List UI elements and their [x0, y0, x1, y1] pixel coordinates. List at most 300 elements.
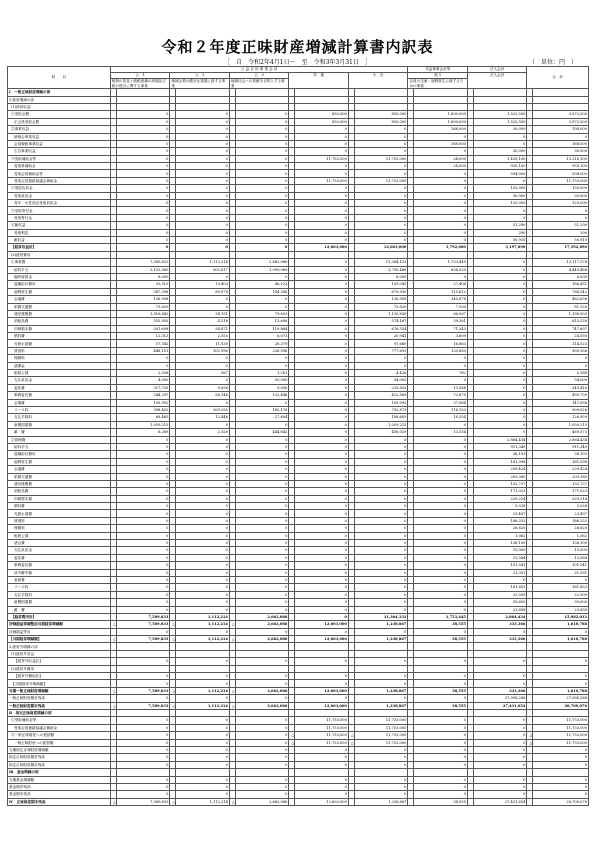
- table-row: [8, 340, 589, 347]
- table-row: [8, 118, 589, 125]
- amount-cell: [473, 650, 526, 657]
- amount-cell: 0: [176, 532, 229, 539]
- row-label: 退職給付費用: [8, 281, 111, 288]
- negative-mark: △: [229, 687, 235, 694]
- amount-cell: 0: [176, 576, 229, 583]
- table-row: [8, 155, 589, 162]
- amount-cell: 12,446: [176, 414, 229, 421]
- amount-cell: 0: [354, 192, 408, 199]
- amount-cell: 0: [235, 510, 288, 517]
- amount-cell: 24,000: [414, 155, 467, 162]
- table-row: [8, 724, 589, 731]
- amount-cell: 0: [414, 791, 467, 798]
- amount-cell: 0: [116, 133, 169, 140]
- amount-cell: 11,364,133: [354, 259, 408, 266]
- amount-cell: [414, 103, 467, 110]
- table-body: [8, 89, 589, 806]
- amount-cell: 0: [116, 495, 169, 502]
- amount-cell: 2,558: [116, 370, 169, 377]
- amount-cell: 30,000: [533, 148, 589, 155]
- amount-cell: 136,958: [354, 296, 408, 303]
- amount-cell: 0: [414, 717, 467, 724]
- amount-cell: 89,078: [176, 288, 229, 295]
- amount-cell: 1,112,214: [176, 621, 229, 628]
- negative-mark: △: [229, 798, 235, 805]
- amount-cell: 0: [235, 148, 288, 155]
- amount-cell: 161,853: [533, 584, 589, 591]
- amount-cell: 136,100: [533, 540, 589, 547]
- amount-cell: 18,354: [414, 414, 467, 421]
- amount-cell: 0: [176, 739, 229, 746]
- amount-cell: 0: [235, 562, 288, 569]
- amount-cell: 2,662,086: [235, 798, 288, 805]
- amount-cell: 0: [414, 517, 467, 524]
- amount-cell: 0: [176, 480, 229, 487]
- amount-cell: [235, 643, 288, 650]
- amount-cell: 0: [116, 628, 169, 635]
- row-label: 【当期経常増減額】: [8, 636, 111, 643]
- row-label: 評価損益等調整前当期経常増減額: [8, 621, 111, 628]
- amount-cell: [176, 710, 229, 717]
- currency-unit: （ 単位：円 ）: [528, 59, 577, 66]
- amount-cell: 0: [176, 680, 229, 687]
- amount-cell: 11,753,000: [533, 732, 589, 739]
- amount-cell: 0: [473, 310, 526, 317]
- amount-cell: 0: [295, 495, 348, 502]
- amount-cell: 0: [176, 776, 229, 783]
- amount-cell: 0: [176, 133, 229, 140]
- table-row: [8, 443, 589, 450]
- amount-cell: 0: [533, 133, 589, 140]
- amount-cell: 30,000: [533, 192, 589, 199]
- amount-cell: 2,555: [176, 333, 229, 340]
- amount-cell: 11,753,000: [533, 724, 589, 731]
- amount-cell: 0: [473, 776, 526, 783]
- amount-cell: 0: [473, 724, 526, 731]
- amount-cell: 0: [235, 739, 288, 746]
- row-label: 2.経常外増減の部: [8, 643, 111, 650]
- row-label: 通信運搬費: [8, 480, 111, 487]
- amount-cell: 0: [533, 761, 589, 768]
- amount-cell: 209,295: [176, 406, 229, 413]
- amount-cell: 0: [533, 207, 589, 214]
- amount-cell: 23,858: [473, 606, 526, 613]
- amount-cell: 11,753,000: [354, 739, 408, 746]
- row-label: 会場費: [8, 399, 111, 406]
- amount-cell: 0: [295, 406, 348, 413]
- amount-cell: 0: [295, 562, 348, 569]
- row-label: Ⅱ 指定正味財産増減の部: [8, 710, 111, 717]
- amount-cell: 1,016,842: [116, 310, 169, 317]
- amount-cell: 0: [414, 695, 467, 702]
- amount-cell: 1,238,867: [354, 636, 408, 643]
- amount-cell: 147,056: [533, 399, 589, 406]
- amount-cell: 0: [295, 458, 348, 465]
- amount-cell: 777,693: [354, 347, 408, 354]
- amount-cell: 0: [116, 229, 169, 236]
- row-label: 賃借料: [8, 347, 111, 354]
- row-label: ①受取補助金等: [8, 717, 111, 724]
- amount-cell: 0: [414, 421, 467, 428]
- amount-cell: 0: [533, 628, 589, 635]
- amount-cell: 0: [473, 177, 526, 184]
- amount-cell: [414, 769, 467, 776]
- amount-cell: 0: [414, 776, 467, 783]
- table-row: [8, 436, 589, 443]
- amount-cell: 0: [354, 776, 408, 783]
- amount-cell: 0: [116, 222, 169, 229]
- table-row: [8, 739, 589, 746]
- amount-cell: [533, 710, 589, 717]
- amount-cell: [235, 769, 288, 776]
- amount-cell: 155,000: [473, 185, 526, 192]
- amount-cell: 0: [176, 229, 229, 236]
- amount-cell: 125,000: [473, 200, 526, 207]
- amount-cell: 38,555: [414, 636, 467, 643]
- row-label: 旅費交通費: [8, 473, 111, 480]
- amount-cell: 850,000: [295, 111, 348, 118]
- amount-cell: 6,073: [235, 333, 288, 340]
- table-row: [8, 177, 589, 184]
- amount-cell: 26,820: [533, 525, 589, 532]
- amount-cell: 0: [235, 200, 288, 207]
- amount-cell: 0: [414, 222, 467, 229]
- table-row: [8, 791, 589, 798]
- amount-cell: 9,056: [176, 384, 229, 391]
- table-row: [8, 126, 589, 133]
- amount-cell: 12,603,000: [295, 702, 348, 709]
- negative-mark: △: [170, 621, 176, 628]
- row-label: 受取負担金: [8, 192, 111, 199]
- amount-cell: 0: [116, 754, 169, 761]
- amount-cell: 15,000: [533, 547, 589, 554]
- amount-cell: 2,662,086: [235, 259, 288, 266]
- header-koeki1-desc: 税制の普及と納税意識の高揚及び税の提言に関する事業: [110, 79, 170, 89]
- row-label: 印刷製本費: [8, 495, 111, 502]
- amount-cell: 0: [235, 273, 288, 280]
- amount-cell: 911,349: [533, 443, 589, 450]
- amount-cell: 0: [116, 576, 169, 583]
- amount-cell: 11,939: [176, 340, 229, 347]
- row-label: 光熱水道費: [8, 340, 111, 347]
- row-label: 基金期末残高: [8, 791, 111, 798]
- amount-cell: 7,589,833: [116, 687, 169, 694]
- amount-cell: 0: [235, 229, 288, 236]
- amount-cell: 0: [295, 532, 348, 539]
- amount-cell: 0: [235, 399, 288, 406]
- amount-cell: 0: [176, 207, 229, 214]
- row-label: 給料手当: [8, 266, 111, 273]
- amount-cell: 57,342: [116, 340, 169, 347]
- amount-cell: 0: [295, 126, 348, 133]
- amount-cell: [354, 769, 408, 776]
- amount-cell: 0: [354, 207, 408, 214]
- amount-cell: 38,555: [414, 687, 467, 694]
- amount-cell: 185,176: [235, 406, 288, 413]
- header-subject: 科 目: [8, 67, 111, 89]
- amount-cell: 0: [235, 303, 288, 310]
- amount-cell: 27,431,654: [473, 702, 526, 709]
- row-label: 指定正味財産期首残高: [8, 754, 111, 761]
- amount-cell: 13,117,578: [533, 259, 589, 266]
- table-row: [8, 370, 589, 377]
- amount-cell: 0: [295, 303, 348, 310]
- amount-cell: 0: [176, 185, 229, 192]
- amount-cell: 0: [295, 200, 348, 207]
- amount-cell: 0: [473, 673, 526, 680]
- amount-cell: 850,000: [354, 111, 408, 118]
- amount-cell: 186,252: [533, 517, 589, 524]
- amount-cell: 0: [414, 673, 467, 680]
- amount-cell: 239,424: [533, 466, 589, 473]
- table-row: [8, 754, 589, 761]
- amount-cell: 2,662,086: [235, 702, 288, 709]
- amount-cell: 7,500: [414, 303, 467, 310]
- amount-cell: 959,100: [533, 163, 589, 170]
- row-label: 福利厚生費: [8, 288, 111, 295]
- row-label: 支払手数料: [8, 414, 111, 421]
- amount-cell: 0: [235, 658, 288, 665]
- amount-cell: 0: [354, 576, 408, 583]
- amount-cell: 0: [414, 606, 467, 613]
- table-row: [8, 695, 589, 702]
- amount-cell: 0: [354, 222, 408, 229]
- amount-cell: 911,349: [473, 443, 526, 450]
- amount-cell: 0: [354, 436, 408, 443]
- row-label: 雑 費: [8, 429, 111, 436]
- amount-cell: 0: [295, 296, 348, 303]
- amount-cell: 0: [414, 540, 467, 547]
- table-row: [8, 185, 589, 192]
- row-label: ①事業費: [8, 259, 111, 266]
- amount-cell: 0: [176, 140, 229, 147]
- amount-cell: 0: [354, 510, 408, 517]
- amount-cell: 0: [176, 377, 229, 384]
- amount-cell: [235, 89, 288, 96]
- amount-cell: 0: [473, 370, 526, 377]
- amount-cell: 101,541: [473, 562, 526, 569]
- amount-cell: 0: [354, 237, 408, 244]
- amount-cell: 12,603,000: [295, 621, 348, 628]
- amount-cell: 11,753,000: [295, 717, 348, 724]
- amount-cell: 15,000: [473, 547, 526, 554]
- amount-cell: 0: [295, 214, 348, 221]
- amount-cell: 0: [235, 355, 288, 362]
- amount-cell: [176, 643, 229, 650]
- amount-cell: [473, 710, 526, 717]
- amount-cell: 0: [176, 503, 229, 510]
- amount-cell: 132,737: [533, 480, 589, 487]
- amount-cell: [116, 96, 169, 103]
- amount-cell: 11,753,000: [533, 717, 589, 724]
- amount-cell: 39,600: [473, 599, 526, 606]
- table-row: [8, 377, 589, 384]
- amount-cell: 0: [116, 562, 169, 569]
- header-koeki2-desc: 地域企業の健全な発展に資する事業: [170, 79, 230, 89]
- amount-cell: 1,130,836: [354, 310, 408, 317]
- amount-cell: 0: [176, 717, 229, 724]
- amount-cell: 11,753,000: [354, 717, 408, 724]
- amount-cell: 0: [414, 658, 467, 665]
- amount-cell: 1,112,214: [176, 702, 229, 709]
- amount-cell: 0: [354, 569, 408, 576]
- amount-cell: 38,193: [533, 451, 589, 458]
- table-row: [8, 288, 589, 295]
- amount-cell: 0: [473, 414, 526, 421]
- amount-cell: 0: [473, 303, 526, 310]
- amount-cell: 0: [176, 591, 229, 598]
- amount-cell: 448,101: [116, 347, 169, 354]
- amount-cell: 11,753,000: [533, 177, 589, 184]
- amount-cell: 0: [176, 540, 229, 547]
- row-label: 表彰費: [8, 576, 111, 583]
- row-label: ①受取会費: [8, 111, 111, 118]
- amount-cell: 119,884: [235, 325, 288, 332]
- row-label: 広告事業収益: [8, 148, 111, 155]
- amount-cell: 670,930: [354, 288, 408, 295]
- amount-cell: 0: [414, 584, 467, 591]
- amount-cell: [176, 650, 229, 657]
- amount-cell: [414, 643, 467, 650]
- amount-cell: 1,522,500: [473, 118, 526, 125]
- amount-cell: 0: [473, 392, 526, 399]
- amount-cell: 11,753,000: [354, 732, 408, 739]
- amount-cell: 108,605: [354, 414, 408, 421]
- amount-cell: 0: [295, 318, 348, 325]
- amount-cell: 0: [533, 783, 589, 790]
- amount-cell: 850,000: [295, 118, 348, 125]
- amount-cell: 13,584: [533, 554, 589, 561]
- table-row: [8, 510, 589, 517]
- amount-cell: 0: [116, 480, 169, 487]
- table-row: [8, 761, 589, 768]
- amount-cell: 0: [354, 229, 408, 236]
- amount-cell: 0: [354, 458, 408, 465]
- amount-cell: 13,554: [414, 429, 467, 436]
- amount-cell: 11,753,000: [354, 177, 408, 184]
- amount-cell: 186,451: [533, 281, 589, 288]
- amount-cell: 23,497: [473, 510, 526, 517]
- header-hojin-group: 法人会計: [467, 67, 527, 73]
- table-row: [8, 480, 589, 487]
- table-row: [8, 606, 589, 613]
- negative-mark: △: [527, 739, 533, 746]
- table-row: [8, 414, 589, 421]
- amount-cell: 0: [116, 355, 169, 362]
- amount-cell: 0: [116, 569, 169, 576]
- amount-cell: 0: [414, 207, 467, 214]
- amount-cell: 20,941: [354, 333, 408, 340]
- amount-cell: 249,416: [533, 384, 589, 391]
- header-total: 合 計: [527, 67, 589, 89]
- table-row: [8, 599, 589, 606]
- amount-cell: 0: [473, 296, 526, 303]
- amount-cell: 0: [116, 606, 169, 613]
- table-row: [8, 318, 589, 325]
- amount-cell: [235, 665, 288, 672]
- amount-cell: [176, 103, 229, 110]
- amount-cell: 7,589,833: [116, 621, 169, 628]
- amount-cell: 132,737: [473, 480, 526, 487]
- table-row: [8, 384, 589, 391]
- amount-cell: [473, 96, 526, 103]
- amount-cell: 0: [176, 170, 229, 177]
- amount-cell: 0: [295, 776, 348, 783]
- amount-cell: 102,996: [176, 347, 229, 354]
- amount-cell: 38,555: [414, 621, 467, 628]
- amount-cell: 0: [295, 370, 348, 377]
- amount-cell: 1,792,000: [414, 244, 467, 251]
- amount-cell: 8,000: [116, 273, 169, 280]
- amount-cell: [533, 89, 589, 96]
- amount-cell: 1,099,069: [235, 266, 288, 273]
- row-label: 会議費: [8, 466, 111, 473]
- amount-cell: 0: [116, 214, 169, 221]
- amount-cell: [235, 650, 288, 657]
- table-row: [8, 362, 589, 369]
- amount-cell: 0: [295, 185, 348, 192]
- table-row: [8, 458, 589, 465]
- amount-cell: [414, 710, 467, 717]
- amount-cell: 0: [473, 140, 526, 147]
- amount-cell: 0: [116, 673, 169, 680]
- amount-cell: 0: [116, 443, 169, 450]
- table-row: [8, 429, 589, 436]
- table-row: [8, 783, 589, 790]
- amount-cell: 27,406: [414, 281, 467, 288]
- amount-cell: 1,439,100: [473, 155, 526, 162]
- amount-cell: 0: [235, 606, 288, 613]
- amount-cell: 0: [414, 200, 467, 207]
- amount-cell: 0: [176, 628, 229, 635]
- row-label: 基金期首残高: [8, 783, 111, 790]
- amount-cell: 1,600,000: [414, 118, 467, 125]
- amount-cell: [473, 769, 526, 776]
- table-row: [8, 710, 589, 717]
- amount-cell: 0: [176, 584, 229, 591]
- header-hojin: 法人会計: [467, 73, 527, 89]
- amount-cell: 0: [295, 392, 348, 399]
- amount-cell: 0: [295, 443, 348, 450]
- amount-cell: 0: [295, 673, 348, 680]
- amount-cell: 133,663: [414, 347, 467, 354]
- row-label: (1)経常収益: [8, 103, 111, 110]
- row-label: 受取寄付金: [8, 214, 111, 221]
- amount-cell: 0: [235, 133, 288, 140]
- table-row: [8, 192, 589, 199]
- amount-cell: 0: [354, 466, 408, 473]
- amount-cell: [354, 251, 408, 258]
- amount-cell: 0: [116, 658, 169, 665]
- row-label: ②事業収益: [8, 126, 111, 133]
- amount-cell: 198,000: [533, 126, 589, 133]
- amount-cell: [235, 103, 288, 110]
- row-label: ④受取負担金: [8, 185, 111, 192]
- amount-cell: 0: [176, 783, 229, 790]
- amount-cell: 0: [354, 214, 408, 221]
- amount-cell: 0: [414, 724, 467, 731]
- amount-cell: 12,603,000: [295, 244, 348, 251]
- amount-cell: 159,045: [354, 281, 408, 288]
- header-kyoeki1: 他 1: [408, 73, 468, 79]
- row-label: 福利厚生費: [8, 458, 111, 465]
- amount-cell: 0: [235, 170, 288, 177]
- amount-cell: 0: [235, 111, 288, 118]
- amount-cell: [295, 769, 348, 776]
- amount-cell: 0: [295, 576, 348, 583]
- amount-cell: 0: [116, 148, 169, 155]
- amount-cell: 0: [473, 576, 526, 583]
